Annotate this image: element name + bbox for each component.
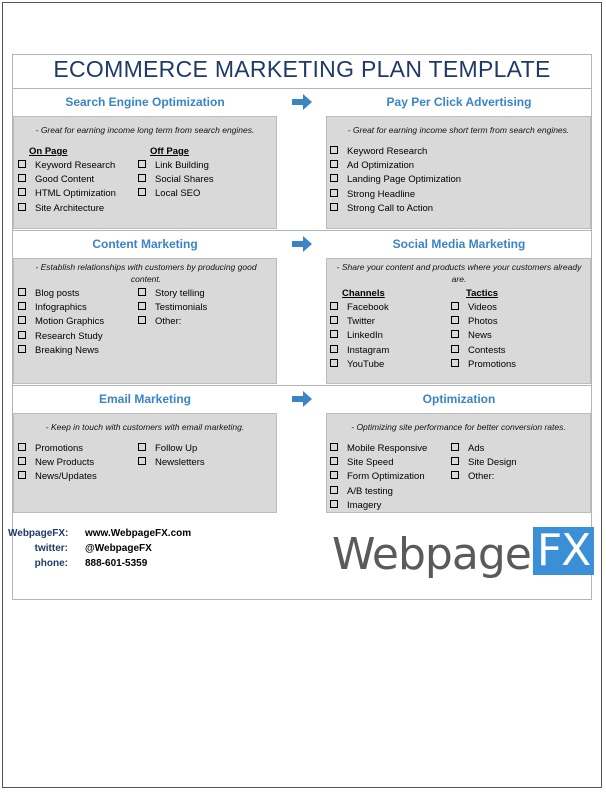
checklist-label: Social Shares <box>155 174 214 186</box>
checklist-label: Facebook <box>347 302 389 313</box>
right-arrow-icon <box>291 235 313 253</box>
checklist-label: Ads <box>468 443 485 454</box>
checklist-label: LinkedIn <box>347 330 383 342</box>
checklist-label: Site Architecture <box>35 202 105 214</box>
content-checklist-item[interactable] <box>18 330 103 344</box>
checklist-label: Photos <box>468 316 498 328</box>
content-description: - Establish relationships with customers by producing good content. <box>35 262 257 284</box>
panel-gap <box>277 258 326 384</box>
checklist-label: Other: <box>468 471 495 483</box>
checklist-label: Testimonials <box>155 302 208 314</box>
ppc-checklist-item[interactable] <box>330 145 427 159</box>
checkbox-icon[interactable] <box>451 457 459 465</box>
checklist-label: Research Study <box>35 330 103 342</box>
checkbox-icon[interactable] <box>138 443 146 451</box>
right-arrow-icon <box>291 390 313 408</box>
phone-label: phone: <box>34 558 68 569</box>
seo-off-page-title: Off Page <box>150 146 190 157</box>
logo-text: Webpage <box>332 529 531 580</box>
checklist-label: Breaking News <box>35 344 99 356</box>
seo-checklist-item[interactable] <box>138 159 209 173</box>
checklist-label: HTML Optimization <box>35 188 116 200</box>
checklist-label: Infographics <box>35 302 87 314</box>
checkbox-icon[interactable] <box>138 160 146 168</box>
ppc-checklist-item[interactable] <box>330 173 461 187</box>
seo-checklist-item[interactable] <box>18 173 94 187</box>
checkbox-icon[interactable] <box>451 345 459 353</box>
checkbox-icon[interactable] <box>18 302 26 310</box>
content-checklist-item[interactable] <box>18 344 99 358</box>
checklist-label: Mobile Responsive <box>347 443 428 454</box>
heading-seo: Search Engine Optimization <box>65 95 225 109</box>
social-checklist-item[interactable] <box>451 344 506 358</box>
checkbox-icon[interactable] <box>18 457 26 465</box>
checkbox-icon[interactable] <box>451 471 459 479</box>
checkbox-icon[interactable] <box>451 359 459 367</box>
opt-checklist-item[interactable] <box>330 499 381 513</box>
social-checklist-item[interactable] <box>451 301 497 315</box>
checklist-label: Form Optimization <box>347 471 425 483</box>
checklist-label: Link Building <box>155 160 209 171</box>
checkbox-icon[interactable] <box>138 302 146 310</box>
row-header-1 <box>13 88 591 117</box>
checkbox-icon[interactable] <box>330 302 338 310</box>
checklist-label: Local SEO <box>155 188 201 200</box>
twitter-label: twitter: <box>34 543 68 554</box>
content-checklist-item[interactable] <box>138 315 181 329</box>
company-url[interactable]: www.WebpageFX.com <box>85 528 192 539</box>
heading-optimization: Optimization <box>422 392 496 406</box>
right-arrow-icon <box>291 93 313 111</box>
checklist-label: Blog posts <box>35 288 80 299</box>
checklist-label: YouTube <box>347 358 385 370</box>
social-checklist-item[interactable] <box>330 329 383 343</box>
seo-checklist-item[interactable] <box>18 202 104 216</box>
checklist-label: Keyword Research <box>35 160 116 171</box>
company-link[interactable] <box>85 528 191 539</box>
email-checklist-item[interactable] <box>18 470 97 484</box>
content-checklist-item[interactable] <box>138 287 205 301</box>
checklist-label: Keyword Research <box>347 146 428 157</box>
checklist-label: Instagram <box>347 344 390 356</box>
social-description: - Share your content and products where your customers already are. <box>336 262 582 284</box>
checkbox-icon[interactable] <box>330 189 338 197</box>
social-checklist-item[interactable] <box>451 315 498 329</box>
phone-number: 888-601-5359 <box>85 558 148 569</box>
checklist-label: Landing Page Optimization <box>347 174 462 186</box>
checklist-label: Strong Call to Action <box>347 202 434 214</box>
opt-checklist-item[interactable] <box>330 485 393 499</box>
checkbox-icon[interactable] <box>18 345 26 353</box>
ppc-checklist-item[interactable] <box>330 188 415 202</box>
social-tactics-title: Tactics <box>466 288 499 299</box>
social-checklist-item[interactable] <box>330 358 384 372</box>
checkbox-icon[interactable] <box>18 443 26 451</box>
checklist-label: Twitter <box>347 316 375 328</box>
checklist-label: Promotions <box>35 443 84 454</box>
checkbox-icon[interactable] <box>330 146 338 154</box>
content-checklist-item[interactable] <box>18 287 79 301</box>
company-label: WebpageFX: <box>8 528 69 539</box>
email-checklist-item[interactable] <box>18 442 83 456</box>
twitter-handle: @WebpageFX <box>85 543 152 554</box>
checkbox-icon[interactable] <box>18 203 26 211</box>
heading-ppc: Pay Per Click Advertising <box>386 95 532 109</box>
checklist-label: Contests <box>468 344 506 356</box>
row-header-2 <box>13 230 591 259</box>
checkbox-icon[interactable] <box>138 288 146 296</box>
panel-gap <box>277 116 326 229</box>
heading-email: Email Marketing <box>98 392 192 406</box>
email-checklist-item[interactable] <box>18 456 94 470</box>
checklist-label: Imagery <box>347 499 382 511</box>
checkbox-icon[interactable] <box>18 288 26 296</box>
checklist-label: News <box>468 330 492 342</box>
opt-checklist-item[interactable] <box>451 442 484 456</box>
checkbox-icon[interactable] <box>451 330 459 338</box>
panel-gap <box>277 413 326 513</box>
email-description: - Keep in touch with customers with email marketing. <box>45 422 245 432</box>
opt-checklist-item[interactable] <box>451 470 494 484</box>
email-checklist-item[interactable] <box>138 456 205 470</box>
checkbox-icon[interactable] <box>138 457 146 465</box>
ppc-checklist-item[interactable] <box>330 159 414 173</box>
row-header-3 <box>13 385 591 414</box>
checklist-label: Videos <box>468 302 497 313</box>
checkbox-icon[interactable] <box>330 457 338 465</box>
checkbox-icon[interactable] <box>138 188 146 196</box>
social-checklist-item[interactable] <box>451 358 516 372</box>
content-checklist-item[interactable] <box>18 315 104 329</box>
checkbox-icon[interactable] <box>18 331 26 339</box>
opt-checklist-item[interactable] <box>451 456 517 470</box>
checkbox-icon[interactable] <box>18 174 26 182</box>
checkbox-icon[interactable] <box>138 174 146 182</box>
seo-description: - Great for earning income long term from search engines. <box>35 125 255 135</box>
checklist-label: Site Design <box>468 457 517 469</box>
checklist-label: Story telling <box>155 288 205 299</box>
checkbox-icon[interactable] <box>330 443 338 451</box>
checkbox-icon[interactable] <box>18 316 26 324</box>
social-checklist-item[interactable] <box>330 301 389 315</box>
logo-fx-badge: FX <box>533 527 594 575</box>
seo-checklist-item[interactable] <box>138 173 214 187</box>
social-channels-title: Channels <box>342 288 385 299</box>
checkbox-icon[interactable] <box>451 302 459 310</box>
checkbox-icon[interactable] <box>330 160 338 168</box>
checklist-label: Strong Headline <box>347 188 416 200</box>
checkbox-icon[interactable] <box>330 486 338 494</box>
seo-checklist-item[interactable] <box>18 159 115 173</box>
social-checklist-item[interactable] <box>330 344 389 358</box>
opt-checklist-item[interactable] <box>330 456 393 470</box>
checklist-label: Ad Optimization <box>347 160 415 172</box>
page-title: ECOMMERCE MARKETING PLAN TEMPLATE <box>53 56 551 82</box>
heading-social: Social Media Marketing <box>392 237 526 251</box>
checkbox-icon[interactable] <box>451 443 459 451</box>
checklist-label: New Products <box>35 457 95 469</box>
checkbox-icon[interactable] <box>330 330 338 338</box>
social-checklist-item[interactable] <box>451 329 492 343</box>
checkbox-icon[interactable] <box>18 160 26 168</box>
checkbox-icon[interactable] <box>330 359 338 367</box>
checkbox-icon[interactable] <box>330 174 338 182</box>
checklist-label: Motion Graphics <box>35 316 105 328</box>
checkbox-icon[interactable] <box>330 500 338 508</box>
checklist-label: Other: <box>155 316 182 328</box>
checklist-label: News/Updates <box>35 471 97 483</box>
seo-checklist-item[interactable] <box>18 187 116 201</box>
checklist-label: Follow Up <box>155 443 198 454</box>
opt-checklist-item[interactable] <box>330 470 425 484</box>
checkbox-icon[interactable] <box>330 316 338 324</box>
checklist-label: A/B testing <box>347 485 393 497</box>
heading-content: Content Marketing <box>92 237 198 251</box>
webpagefx-logo <box>332 527 594 583</box>
optimization-description: - Optimizing site performance for better conversion rates. <box>351 422 566 432</box>
checkbox-icon[interactable] <box>330 203 338 211</box>
checkbox-icon[interactable] <box>330 345 338 353</box>
checklist-label: Newsletters <box>155 457 205 469</box>
checklist-label: Good Content <box>35 174 95 186</box>
checkbox-icon[interactable] <box>18 471 26 479</box>
seo-on-page-title: On Page <box>29 146 68 157</box>
checkbox-icon[interactable] <box>451 316 459 324</box>
ppc-description: - Great for earning income short term from search engines. <box>347 125 570 135</box>
email-checklist-item[interactable] <box>138 442 197 456</box>
checkbox-icon[interactable] <box>330 471 338 479</box>
checklist-label: Site Speed <box>347 457 394 469</box>
ppc-checklist-item[interactable] <box>330 202 433 216</box>
checklist-label: Promotions <box>468 358 517 370</box>
checkbox-icon[interactable] <box>18 188 26 196</box>
social-checklist-item[interactable] <box>330 315 375 329</box>
checkbox-icon[interactable] <box>138 316 146 324</box>
seo-checklist-item[interactable] <box>138 187 200 201</box>
opt-checklist-item[interactable] <box>330 442 427 456</box>
content-checklist-item[interactable] <box>138 301 207 315</box>
content-checklist-item[interactable] <box>18 301 87 315</box>
